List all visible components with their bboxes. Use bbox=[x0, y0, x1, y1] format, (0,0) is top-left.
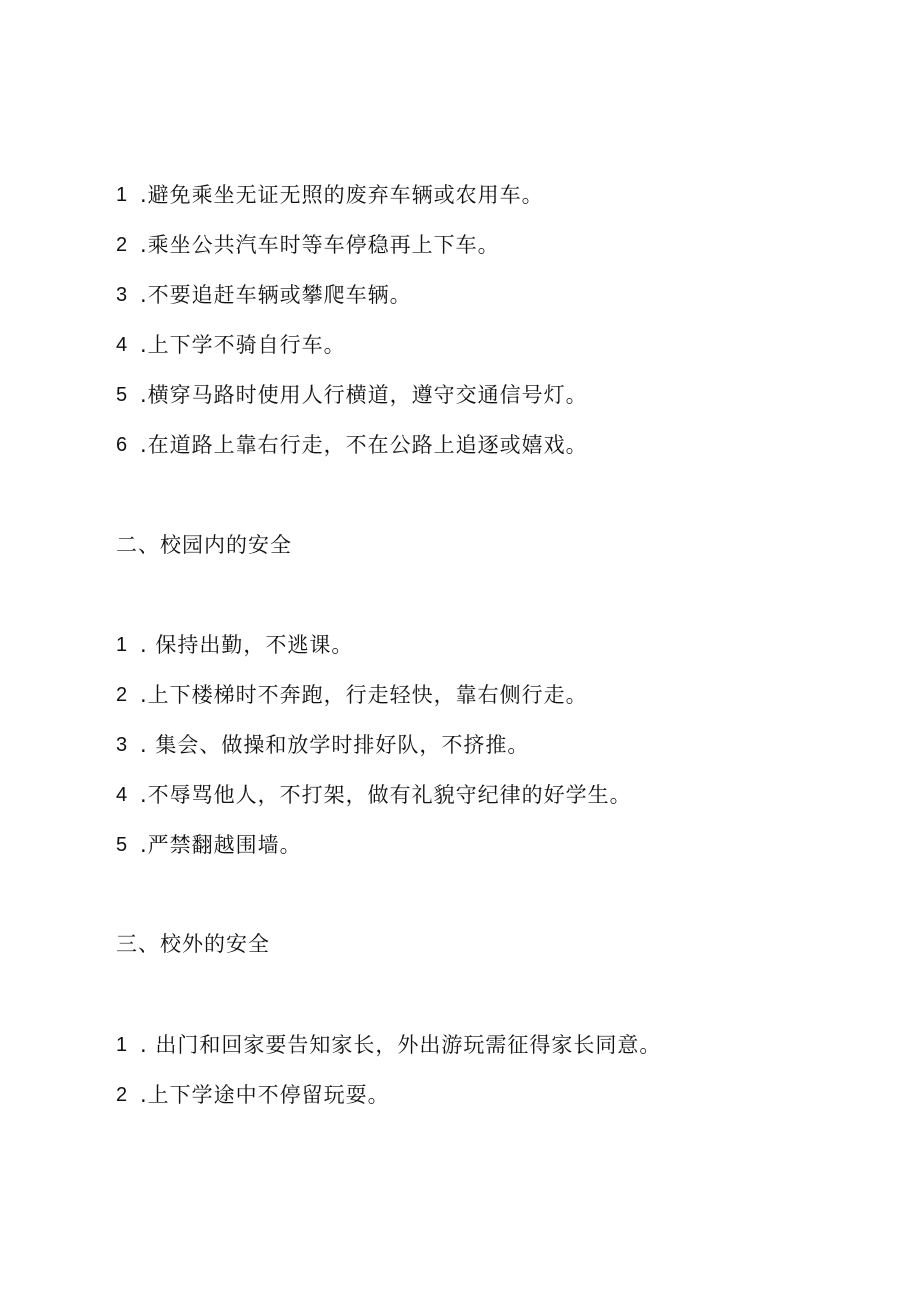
item-number: 1 bbox=[116, 184, 129, 206]
item-number: 3 bbox=[116, 284, 129, 306]
item-number: 2 bbox=[116, 1084, 129, 1106]
item-number: 4 bbox=[116, 784, 129, 806]
item-number: 5 bbox=[116, 834, 129, 856]
item-number: 6 bbox=[116, 434, 129, 456]
item-text: .不要追赶车辆或攀爬车辆。 bbox=[140, 283, 412, 307]
item-number: 4 bbox=[116, 334, 129, 356]
item-text: .在道路上靠右行走，不在公路上追逐或嬉戏。 bbox=[140, 433, 588, 457]
section-heading-text: 三、校外的安全 bbox=[116, 932, 270, 956]
item-text: . 保持出勤，不逃课。 bbox=[140, 633, 354, 657]
item-text: .横穿马路时使用人行横道，遵守交通信号灯。 bbox=[140, 383, 588, 407]
item-text: .不辱骂他人，不打架，做有礼貌守纪律的好学生。 bbox=[140, 783, 632, 807]
item-text: .严禁翻越围墙。 bbox=[140, 833, 302, 857]
item-text: . 集会、做操和放学时排好队，不挤推。 bbox=[140, 733, 530, 757]
item-number: 1 bbox=[116, 634, 129, 656]
item-text: .乘坐公共汽车时等车停稳再上下车。 bbox=[140, 233, 500, 257]
item-text: .上下学途中不停留玩耍。 bbox=[140, 1083, 390, 1107]
item-text: .避免乘坐无证无照的废弃车辆或农用车。 bbox=[140, 183, 544, 207]
item-text: .上下学不骑自行车。 bbox=[140, 333, 346, 357]
section-heading-text: 二、校园内的安全 bbox=[116, 533, 292, 557]
item-number: 1 bbox=[116, 1034, 129, 1056]
item-number: 5 bbox=[116, 384, 129, 406]
item-number: 2 bbox=[116, 684, 129, 706]
item-number: 2 bbox=[116, 234, 129, 256]
item-text: .上下楼梯时不奔跑，行走轻快，靠右侧行走。 bbox=[140, 683, 588, 707]
item-text: . 出门和回家要告知家长，外出游玩需征得家长同意。 bbox=[140, 1033, 662, 1057]
item-number: 3 bbox=[116, 734, 129, 756]
